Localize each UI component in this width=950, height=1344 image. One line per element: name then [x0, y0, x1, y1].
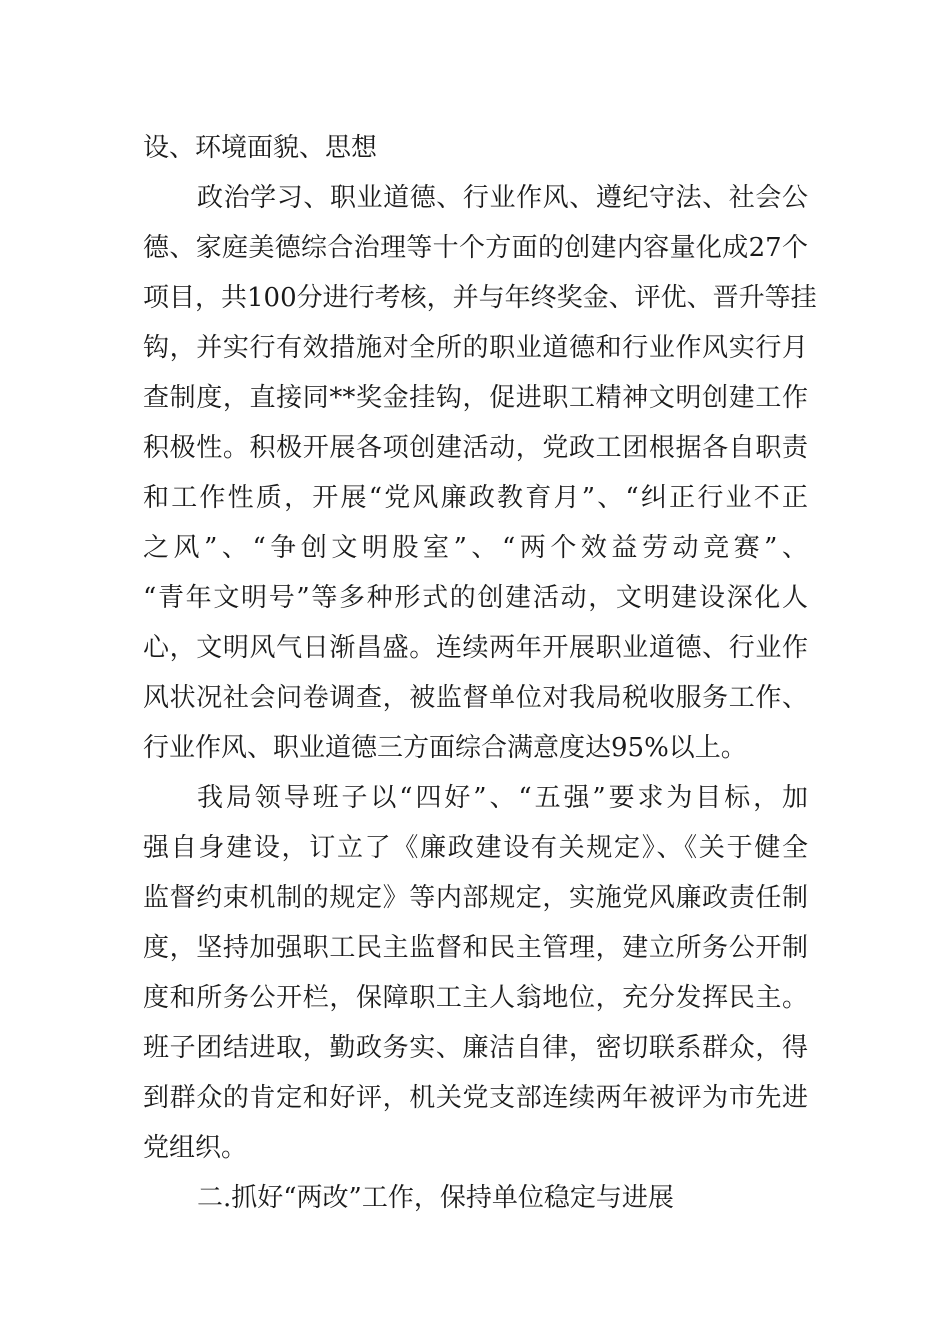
text-line: 项目，共100分进行考核，并与年终奖金、评优、晋升等挂	[143, 283, 817, 313]
text-line: 强自身建设，订立了《廉政建设有关规定》、《关于健全	[143, 833, 808, 863]
text-line: 设、环境面貌、思想	[143, 133, 378, 163]
text-line: 到群众的肯定和好评，机关党支部连续两年被评为市先进	[143, 1083, 808, 1113]
section-heading: 二.抓好“两改”工作，保持单位稳定与进展	[197, 1183, 674, 1213]
text-line: 度和所务公开栏，保障职工主人翁地位，充分发挥民主。	[143, 983, 808, 1013]
text-line: 心，文明风气日渐昌盛。连续两年开展职业道德、行业作	[143, 633, 808, 663]
text-line: 党组织。	[143, 1133, 248, 1163]
text-line: 查制度，直接同**奖金挂钩，促进职工精神文明创建工作	[143, 383, 808, 413]
text-line: 积极性。积极开展各项创建活动，党政工团根据各自职责	[143, 433, 808, 463]
text-line: “青年文明号”等多种形式的创建活动，文明建设深化人	[143, 583, 808, 613]
text-line: 班子团结进取，勤政务实、廉洁自律，密切联系群众，得	[143, 1033, 808, 1063]
text-line: 钩，并实行有效措施对全所的职业道德和行业作风实行月	[143, 333, 808, 363]
text-line: 监督约束机制的规定》等内部规定，实施党风廉政责任制	[143, 883, 808, 913]
text-line: 政治学习、职业道德、行业作风、遵纪守法、社会公	[197, 183, 808, 213]
text-line: 德、家庭美德综合治理等十个方面的创建内容量化成27个	[143, 233, 808, 263]
text-line: 我局领导班子以“四好”、“五强”要求为目标，加	[197, 783, 808, 813]
text-line: 之风”、“争创文明股室”、“两个效益劳动竞赛”、	[143, 533, 808, 563]
text-line: 和工作性质，开展“党风廉政教育月”、“纠正行业不正	[143, 483, 808, 513]
text-line: 行业作风、职业道德三方面综合满意度达95%以上。	[143, 733, 747, 763]
text-line: 度，坚持加强职工民主监督和民主管理，建立所务公开制	[143, 933, 808, 963]
text-line: 风状况社会问卷调查，被监督单位对我局税收服务工作、	[143, 683, 808, 713]
